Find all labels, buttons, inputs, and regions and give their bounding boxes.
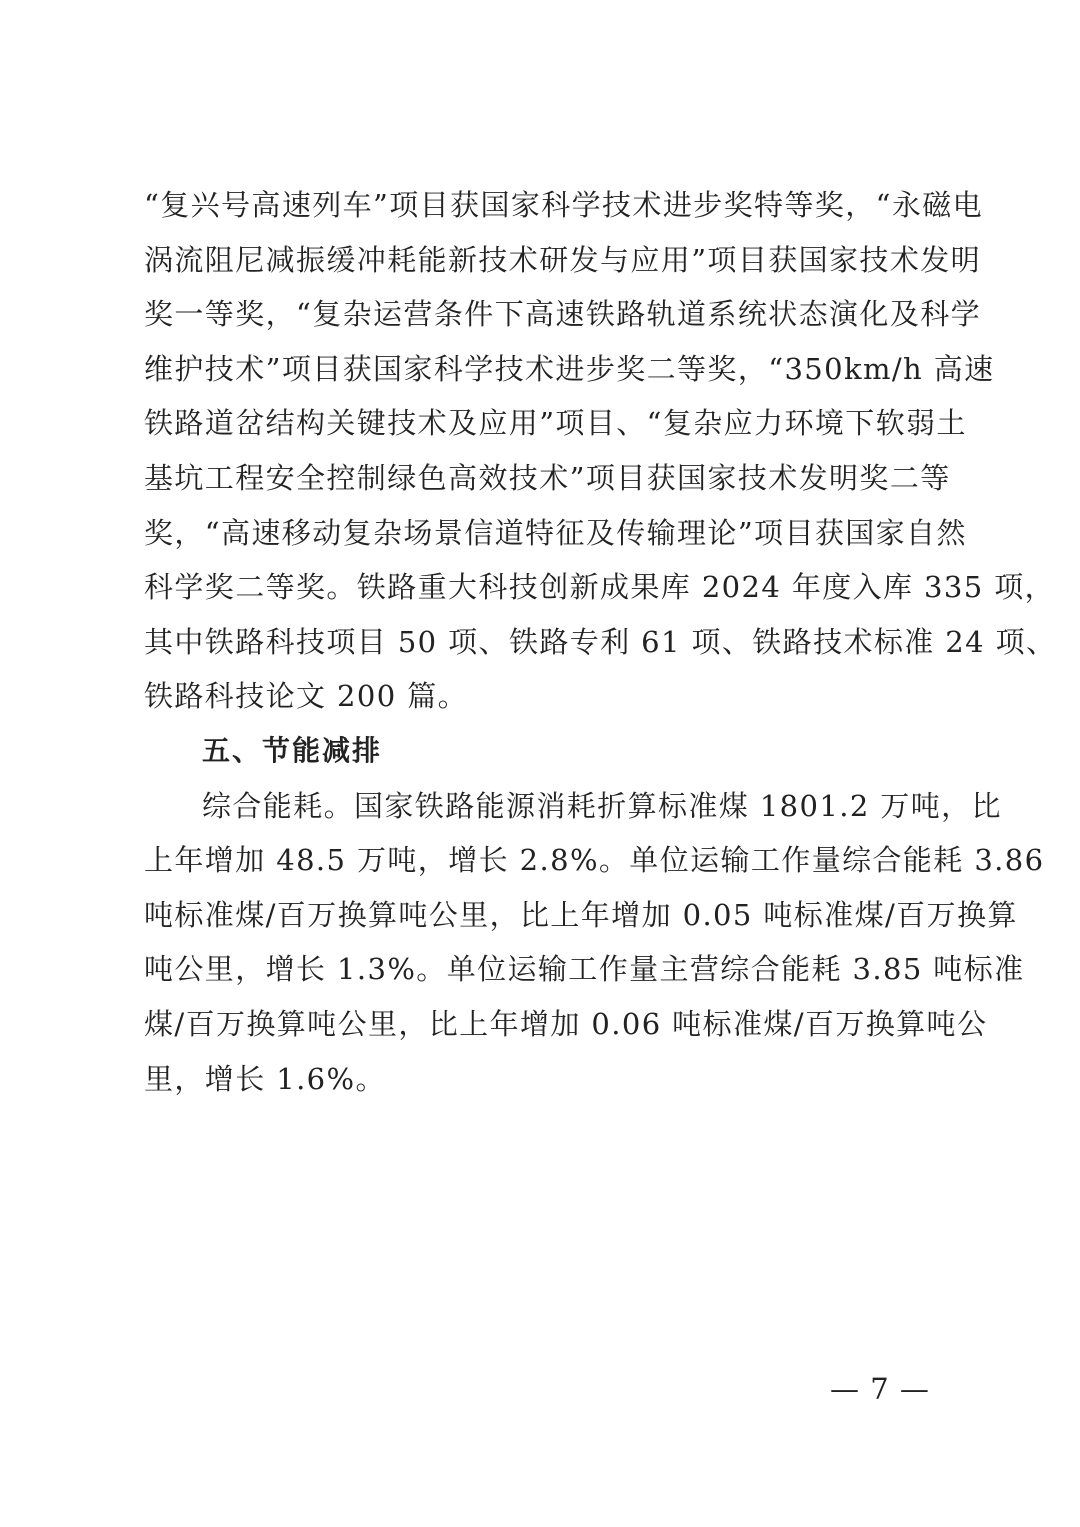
text-line: 其中铁路科技项目 50 项、铁路专利 61 项、铁路技术标准 24 项、 bbox=[144, 624, 1057, 659]
section-heading: 五、节能减排 bbox=[202, 733, 383, 767]
text-line: 基坑工程安全控制绿色高效技术”项目获国家技术发明奖二等 bbox=[144, 460, 951, 495]
paragraph-energy bbox=[144, 779, 1045, 1107]
text-line: 奖一等奖，“复杂运营条件下高速铁路轨道系统状态演化及科学 bbox=[144, 297, 982, 332]
text-line: 吨标准煤/百万换算吨公里，比上年增加 0.05 吨标准煤/百万换算 bbox=[144, 897, 1018, 932]
text-line: 上年增加 48.5 万吨，增长 2.8%。单位运输工作量综合能耗 3.86 bbox=[144, 843, 1045, 878]
text-line: 铁路科技论文 200 篇。 bbox=[144, 679, 468, 714]
paragraph-awards bbox=[144, 178, 1057, 724]
text-line: 奖，“高速移动复杂场景信道特征及传输理论”项目获国家自然 bbox=[144, 515, 967, 550]
text-line: 科学奖二等奖。铁路重大科技创新成果库 2024 年度入库 335 项， bbox=[144, 570, 1056, 605]
text-line: 综合能耗。国家铁路能源消耗折算标准煤 1801.2 万吨，比 bbox=[202, 788, 1002, 823]
text-line: 铁路道岔结构关键技术及应用”项目、“复杂应力环境下软弱土 bbox=[144, 406, 967, 441]
text-line: 维护技术”项目获国家科学技术进步奖二等奖，“350km/h 高速 bbox=[144, 351, 995, 386]
page-number: — 7 — bbox=[830, 1372, 930, 1406]
text-line: 里，增长 1.6%。 bbox=[144, 1061, 386, 1096]
text-line: 煤/百万换算吨公里，比上年增加 0.06 吨标准煤/百万换算吨公 bbox=[144, 1006, 988, 1041]
body-text bbox=[144, 178, 1057, 1106]
text-line: 涡流阻尼减振缓冲耗能新技术研发与应用”项目获国家技术发明 bbox=[144, 242, 982, 277]
text-line: “复兴号高速列车”项目获国家科学技术进步奖特等奖，“永磁电 bbox=[144, 188, 984, 222]
text-line: 吨公里，增长 1.3%。单位运输工作量主营综合能耗 3.85 吨标准 bbox=[144, 952, 1025, 987]
